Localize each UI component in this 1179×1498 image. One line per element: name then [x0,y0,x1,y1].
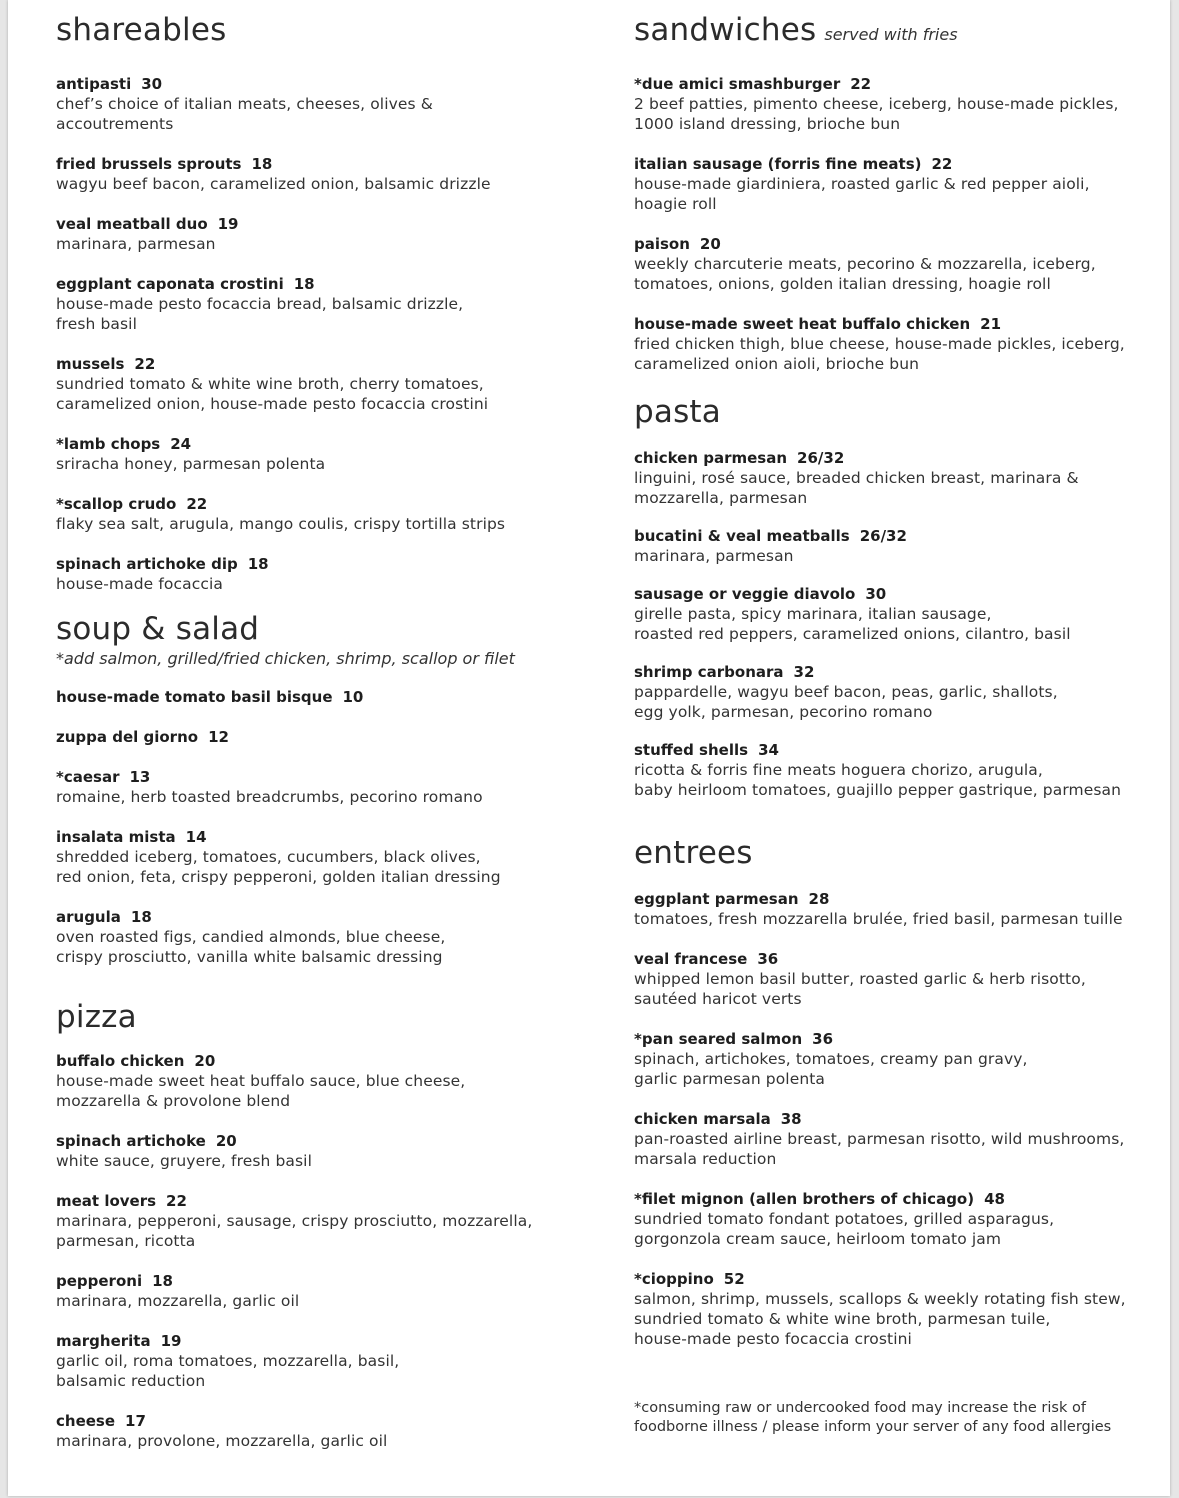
menu-item [56,154,596,194]
menu-item-title: bucatini & veal meatballs [634,527,850,545]
menu-item [634,662,1164,722]
menu-item [56,1191,596,1251]
menu-item-description: oven roasted figs, candied almonds, blue cheese, crispy prosciutto, vanilla white balsamic dressing [56,928,446,966]
menu-item-title: veal francese [634,950,748,968]
menu-item-name [634,234,1164,254]
menu-item-title: *lamb chops [56,435,161,453]
section-title: shareables [56,12,227,48]
menu-item [634,314,1164,374]
menu-item-price: 19 [217,215,239,233]
menu-item-price: 14 [185,828,207,846]
menu-item-price: 38 [780,1110,802,1128]
section-soup-salad [56,611,596,967]
menu-item-price: 20 [699,235,721,253]
section-title: pizza [56,999,137,1035]
menu-item-price: 32 [793,663,815,681]
section-sandwiches [634,12,1164,374]
menu-item-title: antipasti [56,75,132,93]
menu-item-title: pepperoni [56,1272,143,1290]
menu-item-price: 22 [186,495,208,513]
menu-item-description: linguini, rosé sauce, breaded chicken breast, marinara & mozzarella, parmesan [634,469,1079,507]
menu-item-description: house-made sweet heat buffalo sauce, blue cheese, mozzarella & provolone blend [56,1072,466,1110]
menu-item-name [56,1331,596,1351]
menu-item-name [56,1191,596,1211]
section-title [634,12,1164,48]
menu-item [634,949,1164,1009]
menu-item [634,1109,1164,1169]
menu-item-description: girelle pasta, spicy marinara, italian sausage, roasted red peppers, caramelized onions, cilantro, basil [634,605,1071,643]
menu-item-name [56,494,596,514]
menu-item-description: house-made giardiniera, roasted garlic & red pepper aioli, hoagie roll [634,175,1090,213]
section-pasta [634,394,1164,800]
menu-item [56,827,596,887]
menu-item-name [634,1109,1164,1129]
menu-item [634,74,1164,134]
menu-item-price: 10 [342,688,364,706]
menu-item-price: 34 [758,741,779,759]
menu-item-title: mussels [56,355,125,373]
item-list [634,889,1164,1349]
menu-item-title: buffalo chicken [56,1052,185,1070]
menu-item-price: 20 [215,1132,237,1150]
menu-item-description: ricotta & forris fine meats hoguera chorizo, arugula, baby heirloom tomatoes, guajillo pepper gastrique, parmesan [634,761,1122,799]
menu-item [56,494,596,534]
menu-item-name [56,214,596,234]
menu-item-price: 36 [757,950,779,968]
section-pizza [56,999,596,1451]
menu-item-title: *pan seared salmon [634,1030,803,1048]
menu-item-description: fried chicken thigh, blue cheese, house-made pickles, iceberg, caramelized onion aioli, brioche bun [634,335,1125,373]
menu-item-name [56,554,596,574]
menu-item [56,354,596,414]
menu-item-title: *caesar [56,768,120,786]
menu-item-name [56,354,596,374]
menu-item-name [56,907,596,927]
menu-item-title: house-made tomato basil bisque [56,688,333,706]
menu-item [56,727,596,747]
menu-item [634,448,1164,508]
section-entrees [634,835,1164,1349]
menu-item [56,1051,596,1111]
menu-item [56,1271,596,1311]
section-title-text: sandwiches [634,12,817,48]
menu-item [56,74,596,134]
menu-item-name [56,74,596,94]
menu-item-price: 30 [865,585,887,603]
item-list [56,74,596,594]
menu-item-description: flaky sea salt, arugula, mango coulis, crispy tortilla strips [56,515,506,533]
menu-item-name [634,1269,1164,1289]
menu-item-price: 52 [723,1270,745,1288]
menu-item-description: pan-roasted airline breast, parmesan risotto, wild mushrooms, marsala reduction [634,1130,1125,1168]
menu-item [634,584,1164,644]
item-list [634,448,1164,800]
menu-item [634,234,1164,294]
menu-item-description: shredded iceberg, tomatoes, cucumbers, black olives, red onion, feta, crispy pepperoni, golden italian dressing [56,848,501,886]
menu-item-description: pappardelle, wagyu beef bacon, peas, garlic, shallots, egg yolk, parmesan, pecorino romano [634,683,1058,721]
menu-item-description: 2 beef patties, pimento cheese, iceberg, house-made pickles, 1000 island dressing, brioche bun [634,95,1119,133]
menu-item-description: marinara, provolone, mozzarella, garlic oil [56,1432,388,1450]
menu-item-title: fried brussels sprouts [56,155,242,173]
menu-item [634,154,1164,214]
menu-item-name [56,687,596,707]
menu-item-name [56,154,596,174]
menu-item-title: eggplant caponata crostini [56,275,284,293]
menu-item-name [56,1051,596,1071]
menu-item-name [634,314,1164,334]
menu-item [634,889,1164,929]
menu-item-price: 20 [194,1052,216,1070]
menu-item-name [634,1029,1164,1049]
section-title: soup & salad [56,611,260,647]
menu-item-price: 13 [129,768,151,786]
menu-item-title: shrimp carbonara [634,663,784,681]
menu-item-name [56,1271,596,1291]
menu-item-price: 17 [125,1412,146,1430]
menu-item-title: arugula [56,908,121,926]
menu-item-price: 22 [134,355,156,373]
menu-item-price: 18 [251,155,273,173]
menu-item-description: weekly charcuterie meats, pecorino & mozzarella, iceberg, tomatoes, onions, golden italian dressing, hoagie roll [634,255,1096,293]
section-subtitle: served with fries [824,25,958,44]
menu-item [56,554,596,594]
menu-item [56,1331,596,1391]
menu-item-name [56,434,596,454]
menu-item-name [56,827,596,847]
allergy-footnote: *consuming raw or undercooked food may increase the risk of foodborne illness / please inform your server of any food allergies [634,1400,1112,1435]
menu-item-price: 22 [166,1192,187,1210]
menu-item-name [56,767,596,787]
menu-item-title: insalata mista [56,828,176,846]
menu-item-name [56,274,596,294]
menu-item-title: meat lovers [56,1192,157,1210]
menu-item [56,767,596,807]
menu-item-title: sausage or veggie diavolo [634,585,856,603]
menu-item-price: 24 [170,435,192,453]
menu-item [56,1411,596,1451]
menu-item-name [634,584,1164,604]
menu-item [56,214,596,254]
menu-item-name [634,1189,1164,1209]
menu-item-price: 18 [152,1272,173,1290]
menu-item-price: 18 [130,908,152,926]
item-list [56,1051,596,1451]
menu-item-description: marinara, parmesan [56,235,216,253]
menu-item [56,1131,596,1171]
menu-item-description: sundried tomato & white wine broth, cherry tomatoes, caramelized onion, house-made pesto focaccia crostini [56,375,489,413]
menu-item-description: wagyu beef bacon, caramelized onion, balsamic drizzle [56,175,491,193]
menu-item-name [634,448,1164,468]
menu-item-price: 28 [808,890,830,908]
menu-item-price: 21 [980,315,1002,333]
menu-item-price: 18 [247,555,269,573]
menu-item-name [56,727,596,747]
menu-item-price: 30 [141,75,163,93]
menu-item-description: sundried tomato fondant potatoes, grilled asparagus, gorgonzola cream sauce, heirloom tomato jam [634,1210,1055,1248]
menu-item-description: white sauce, gruyere, fresh basil [56,1152,312,1170]
menu-page [8,0,1170,1496]
menu-item-title: *cioppino [634,1270,714,1288]
menu-item-name [634,526,1164,546]
menu-item-description: tomatoes, fresh mozzarella brulée, fried basil, parmesan tuille [634,910,1123,928]
menu-item-title: paison [634,235,690,253]
menu-item [56,687,596,707]
menu-item-name [634,662,1164,682]
menu-item-description: garlic oil, roma tomatoes, mozzarella, basil, balsamic reduction [56,1352,400,1390]
menu-item-title: eggplant parmesan [634,890,799,908]
menu-item-title: veal meatball duo [56,215,208,233]
menu-item-name [56,1131,596,1151]
menu-item-description: spinach, artichokes, tomatoes, creamy pan gravy, garlic parmesan polenta [634,1050,1028,1088]
menu-item-price: 36 [812,1030,834,1048]
menu-item-name [56,1411,596,1431]
menu-item-description: marinara, parmesan [634,547,794,565]
menu-item [634,740,1164,800]
menu-item-price: 26/32 [797,449,845,467]
menu-item-title: spinach artichoke dip [56,555,238,573]
menu-item-name [634,154,1164,174]
menu-item [634,1189,1164,1249]
menu-item-title: margherita [56,1332,151,1350]
menu-item-title: spinach artichoke [56,1132,206,1150]
menu-item-description: romaine, herb toasted breadcrumbs, pecorino romano [56,788,483,806]
menu-item-price: 48 [984,1190,1005,1208]
menu-item-price: 18 [293,275,315,293]
menu-item-description: sriracha honey, parmesan polenta [56,455,326,473]
section-title: entrees [634,835,753,871]
menu-item-price: 19 [160,1332,182,1350]
item-list [634,74,1164,374]
menu-item-name [634,740,1164,760]
menu-item-price: 12 [208,728,229,746]
menu-item [56,907,596,967]
menu-item [634,1269,1164,1349]
menu-item [56,274,596,334]
section-title: pasta [634,394,721,430]
menu-item [634,526,1164,566]
menu-item [634,1029,1164,1089]
menu-item-title: italian sausage (forris fine meats) [634,155,922,173]
menu-item-price: 22 [931,155,953,173]
menu-item-title: chicken marsala [634,1110,771,1128]
menu-item-description: house-made focaccia [56,575,223,593]
menu-item-title: *filet mignon (allen brothers of chicago) [634,1190,975,1208]
menu-item-title: chicken parmesan [634,449,788,467]
section-note: *add salmon, grilled/fried chicken, shrimp, scallop or filet [56,649,515,668]
menu-item [56,434,596,474]
menu-item-title: *due amici smashburger [634,75,841,93]
menu-item-description: salmon, shrimp, mussels, scallops & weekly rotating fish stew, sundried tomato & white wine broth, parmesan tuile, house-made pesto focaccia crostini [634,1290,1126,1348]
menu-item-name [634,949,1164,969]
menu-item-title: zuppa del giorno [56,728,199,746]
menu-item-description: chef’s choice of italian meats, cheeses, olives & accoutrements [56,95,433,133]
menu-item-description: marinara, pepperoni, sausage, crispy prosciutto, mozzarella, parmesan, ricotta [56,1212,533,1250]
section-shareables [56,12,596,594]
menu-item-price: 22 [850,75,872,93]
menu-item-name [634,74,1164,94]
menu-item-title: *scallop crudo [56,495,177,513]
menu-item-title: stuffed shells [634,741,749,759]
menu-item-description: marinara, mozzarella, garlic oil [56,1292,300,1310]
menu-item-title: house-made sweet heat buffalo chicken [634,315,971,333]
menu-item-name [634,889,1164,909]
menu-item-title: cheese [56,1412,116,1430]
item-list [56,687,596,967]
menu-item-price: 26/32 [859,527,907,545]
menu-item-description: house-made pesto focaccia bread, balsamic drizzle, fresh basil [56,295,464,333]
menu-item-description: whipped lemon basil butter, roasted garlic & herb risotto, sautéed haricot verts [634,970,1086,1008]
